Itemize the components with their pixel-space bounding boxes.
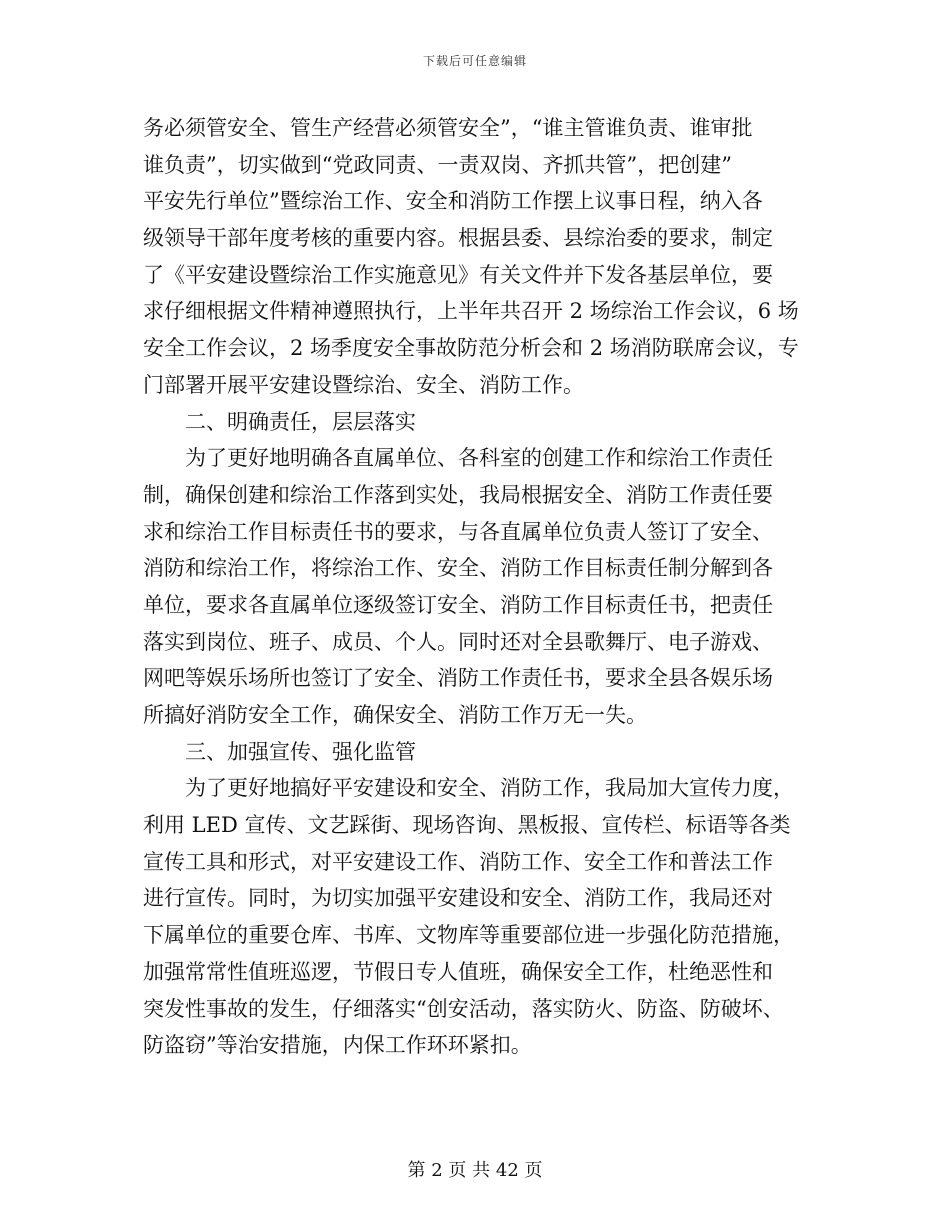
text-line: 加强常常性值班巡逻，节假日专人值班，确保安全工作，杜绝恶性和 <box>143 959 773 984</box>
page-label-suffix: 页 <box>524 1160 543 1181</box>
text-line: 利用 LED 宣传、文艺踩街、现场咨询、黑板报、宣传栏、标语等各类 <box>143 813 791 838</box>
text-line: 下属单位的重要仓库、书库、文物库等重要部位进一步强化防范措施， <box>143 923 794 948</box>
text-line: 为了更好地明确各直属单位、各科室的创建工作和综治工作责任 <box>185 446 773 471</box>
text-line: 务必须管安全、管生产经营必须管安全”，“谁主管谁负责、谁审批 <box>143 116 753 140</box>
text-line: 安全工作会议，2 场季度安全事故防范分析会和 2 场消防联席会议，专 <box>143 336 799 361</box>
text-line: 了《平安建设暨综治工作实施意见》有关文件并下发各基层单位，要 <box>143 262 773 287</box>
text-line: 落实到岗位、班子、成员、个人。同时还对全县歌舞厅、电子游戏、 <box>143 629 773 654</box>
total-page-count: 42 <box>495 1160 519 1181</box>
text-line: 平安先行单位”暨综治工作、安全和消防工作摆上议事日程，纳入各 <box>143 189 763 214</box>
text-line: 制，确保创建和综治工作落到实处，我局根据安全、消防工作责任要 <box>143 482 773 507</box>
section-heading: 二、明确责任，层层落实 <box>185 409 416 434</box>
document-body <box>143 110 808 1064</box>
text-line: 突发性事故的发生，仔细落实“创安活动，落实防火、防盗、防破坏、 <box>143 996 784 1021</box>
text-line: 求仔细根据文件精神遵照执行，上半年共召开 2 场综治工作会议，6 场 <box>143 299 799 324</box>
page-header <box>0 52 950 69</box>
header-text: 下载后可任意编辑 <box>422 54 527 68</box>
text-line: 网吧等娱乐场所也签订了安全、消防工作责任书，要求全县各娱乐场 <box>143 666 773 691</box>
text-line: 宣传工具和形式，对平安建设工作、消防工作、安全工作和普法工作 <box>143 849 773 874</box>
text-line: 为了更好地搞好平安建设和安全、消防工作，我局加大宣传力度， <box>185 776 794 801</box>
text-line: 级领导干部年度考核的重要内容。根据县委、县综治委的要求，制定 <box>143 226 773 251</box>
text-line: 谁负责”，切实做到“党政同责、一责双岗、齐抓共管”，把创建” <box>143 152 732 177</box>
page-footer <box>0 1156 950 1182</box>
text-line: 消防和综治工作，将综治工作、安全、消防工作目标责任制分解到各 <box>143 556 773 581</box>
text-line: 所搞好消防安全工作，确保安全、消防工作万无一失。 <box>143 703 647 727</box>
section-heading: 三、加强宣传、强化监管 <box>185 739 416 764</box>
current-page-number: 2 <box>431 1160 443 1181</box>
text-line: 单位，要求各直属单位逐级签订安全、消防工作目标责任书，把责任 <box>143 592 773 617</box>
page-label-prefix: 第 <box>407 1160 426 1181</box>
text-line: 防盗窃”等治安措施，内保工作环环紧扣。 <box>143 1033 532 1058</box>
text-line: 求和综治工作目标责任书的要求，与各直属单位负责人签订了安全、 <box>143 519 773 544</box>
text-line: 门部署开展平安建设暨综治、安全、消防工作。 <box>143 372 584 397</box>
text-line: 进行宣传。同时，为切实加强平安建设和安全、消防工作，我局还对 <box>143 886 773 911</box>
page-label-mid: 页 共 <box>448 1160 491 1181</box>
